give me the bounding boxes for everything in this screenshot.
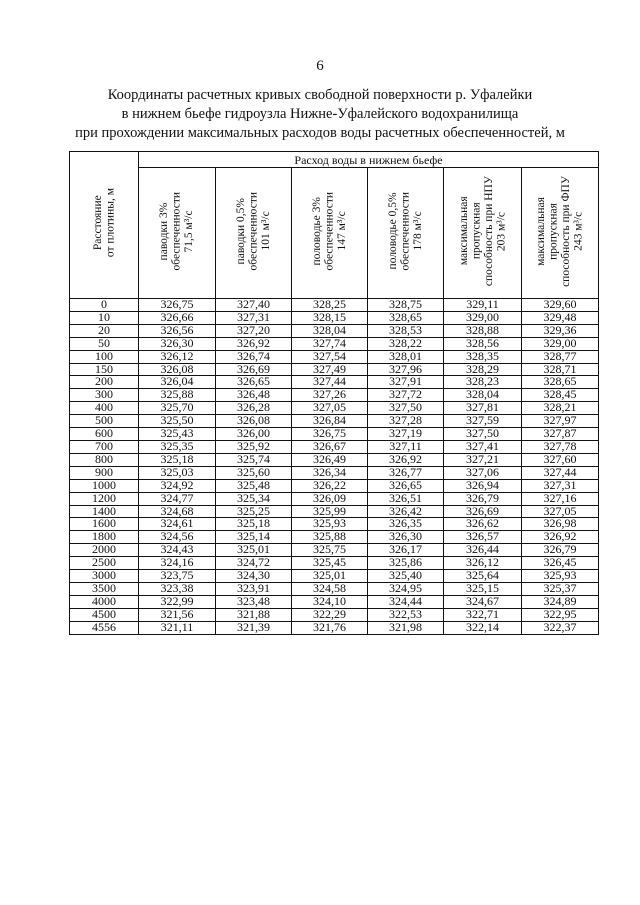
elevation-cell: 326,22 [292,479,368,492]
elevation-cell: 326,69 [216,363,292,376]
column-header-row [70,168,599,299]
elevation-cell: 323,75 [139,570,216,583]
elevation-cell: 325,88 [139,389,216,402]
elevation-cell: 325,64 [444,570,522,583]
column-header-2 [216,168,292,299]
elevation-cell: 326,04 [139,376,216,389]
elevation-cell: 326,12 [444,557,522,570]
elevation-cell: 327,31 [216,311,292,324]
elevation-cell: 328,65 [368,311,444,324]
distance-cell: 600 [70,428,139,441]
distance-cell: 1400 [70,505,139,518]
distance-cell: 800 [70,453,139,466]
elevation-cell: 324,43 [139,544,216,557]
elevation-cell: 326,08 [216,415,292,428]
elevation-cell: 324,61 [139,518,216,531]
elevation-cell: 321,76 [292,621,368,634]
elevation-cell: 325,99 [292,505,368,518]
distance-cell: 300 [70,389,139,402]
discharge-group-header: Расход воды в нижнем бьефе [139,152,599,168]
elevation-cell: 322,95 [522,608,599,621]
elevation-cell: 326,09 [292,492,368,505]
elevation-cell: 326,75 [139,299,216,312]
distance-cell: 150 [70,363,139,376]
elevation-cell: 328,88 [444,324,522,337]
elevation-cell: 326,69 [444,505,522,518]
column-header-5 [444,168,522,299]
elevation-cell: 323,48 [216,595,292,608]
column-header-line: обеспеченности [247,191,260,271]
elevation-cell: 327,49 [292,363,368,376]
elevation-cell: 324,68 [139,505,216,518]
elevation-cell: 328,35 [444,350,522,363]
distance-cell: 1800 [70,531,139,544]
column-header-line: способность при ФПУ [560,175,572,287]
elevation-cell: 324,56 [139,531,216,544]
elevation-cell: 322,29 [292,608,368,621]
elevation-cell: 327,87 [522,428,599,441]
elevation-cell: 328,23 [444,376,522,389]
distance-cell: 500 [70,415,139,428]
elevation-cell: 327,16 [522,492,599,505]
elevation-cell: 325,74 [216,453,292,466]
water-surface-table [69,151,599,635]
elevation-cell: 324,10 [292,595,368,608]
distance-cell: 2000 [70,544,139,557]
elevation-cell: 324,30 [216,570,292,583]
elevation-cell: 328,04 [444,389,522,402]
distance-header [70,152,139,299]
elevation-cell: 328,77 [522,350,599,363]
title-line-2: в нижнем бьефе гидроузла Нижне-Уфалейского водохранилища [121,106,519,122]
elevation-cell: 325,93 [522,570,599,583]
elevation-cell: 327,28 [368,415,444,428]
column-header-line: способность при НПУ [482,175,495,287]
distance-cell: 20 [70,324,139,337]
elevation-cell: 328,22 [368,337,444,350]
distance-cell: 200 [70,376,139,389]
column-header-line: 71,5 м³/с [183,209,196,253]
elevation-cell: 326,34 [292,466,368,479]
elevation-cell: 326,77 [368,466,444,479]
elevation-cell: 328,04 [292,324,368,337]
elevation-cell: 328,53 [368,324,444,337]
elevation-cell: 326,74 [216,350,292,363]
elevation-cell: 327,26 [292,389,368,402]
column-header-line: обеспеченности [170,191,183,271]
elevation-cell: 324,67 [444,595,522,608]
elevation-cell: 326,42 [368,505,444,518]
elevation-cell: 322,99 [139,595,216,608]
elevation-cell: 327,97 [522,415,599,428]
elevation-cell: 326,57 [444,531,522,544]
elevation-cell: 326,84 [292,415,368,428]
elevation-cell: 326,94 [444,479,522,492]
elevation-cell: 329,48 [522,311,599,324]
distance-cell: 400 [70,402,139,415]
column-header-line: 203 м³/с [495,211,507,251]
column-header-line: обеспеченности [399,191,412,271]
elevation-cell: 321,11 [139,621,216,634]
elevation-cell: 327,40 [216,299,292,312]
elevation-cell: 325,70 [139,402,216,415]
elevation-cell: 328,29 [444,363,522,376]
elevation-cell: 328,25 [292,299,368,312]
table-header [70,152,599,299]
elevation-cell: 325,14 [216,531,292,544]
elevation-cell: 321,56 [139,608,216,621]
title-line-1: Координаты расчетных кривых свободной поверхности р. Уфалейки [107,87,533,103]
column-header-line: 101 м³/с [259,211,272,251]
elevation-cell: 326,66 [139,311,216,324]
distance-cell: 100 [70,350,139,363]
elevation-cell: 325,18 [216,518,292,531]
distance-header-line-2: от плотины, м [104,188,116,258]
distance-cell: 4500 [70,608,139,621]
column-header-line: паводки 0,5% [234,197,247,265]
column-header-4 [368,168,444,299]
elevation-cell: 327,19 [368,428,444,441]
elevation-cell: 325,01 [292,570,368,583]
elevation-cell: 327,11 [368,440,444,453]
distance-cell: 1600 [70,518,139,531]
elevation-cell: 325,43 [139,428,216,441]
elevation-cell: 329,00 [444,311,522,324]
elevation-cell: 327,54 [292,350,368,363]
distance-cell: 1200 [70,492,139,505]
elevation-cell: 324,77 [139,492,216,505]
column-header-line: паводки 3% [158,202,171,260]
elevation-cell: 326,00 [216,428,292,441]
elevation-cell: 327,91 [368,376,444,389]
column-header-line: пропускная [470,202,482,260]
table-row [70,621,599,634]
elevation-cell: 322,37 [522,621,599,634]
elevation-cell: 326,30 [139,337,216,350]
column-header-line: половодье 3% [310,196,323,266]
elevation-cell: 327,81 [444,402,522,415]
distance-cell: 900 [70,466,139,479]
elevation-cell: 327,05 [522,505,599,518]
elevation-cell: 326,48 [216,389,292,402]
elevation-cell: 327,74 [292,337,368,350]
distance-cell: 10 [70,311,139,324]
elevation-cell: 325,18 [139,453,216,466]
elevation-cell: 322,71 [444,608,522,621]
distance-cell: 3000 [70,570,139,583]
elevation-cell: 321,98 [368,621,444,634]
elevation-cell: 324,72 [216,557,292,570]
elevation-cell: 324,89 [522,595,599,608]
column-header-line: 147 м³/с [335,211,348,251]
title-line-3: при прохождении максимальных расходов воды расчетных обеспеченностей, м [75,125,565,141]
elevation-cell: 326,08 [139,363,216,376]
distance-cell: 50 [70,337,139,350]
elevation-cell: 323,91 [216,582,292,595]
elevation-cell: 324,95 [368,582,444,595]
elevation-cell: 326,65 [368,479,444,492]
elevation-cell: 325,45 [292,557,368,570]
elevation-cell: 325,75 [292,544,368,557]
distance-cell: 2500 [70,557,139,570]
distance-cell: 0 [70,299,139,312]
elevation-cell: 326,79 [522,544,599,557]
elevation-cell: 327,44 [522,466,599,479]
elevation-cell: 327,59 [444,415,522,428]
elevation-cell: 327,44 [292,376,368,389]
elevation-cell: 326,79 [444,492,522,505]
column-header-line: 243 м³/с [572,211,585,251]
elevation-cell: 325,60 [216,466,292,479]
elevation-cell: 328,56 [444,337,522,350]
elevation-cell: 325,40 [368,570,444,583]
elevation-cell: 327,72 [368,389,444,402]
elevation-cell: 327,50 [368,402,444,415]
elevation-cell: 326,65 [216,376,292,389]
distance-cell: 4556 [70,621,139,634]
elevation-cell: 321,88 [216,608,292,621]
column-header-line: половодье 0,5% [386,192,399,270]
elevation-cell: 326,75 [292,428,368,441]
elevation-cell: 326,67 [292,440,368,453]
elevation-cell: 329,11 [444,299,522,312]
elevation-cell: 326,56 [139,324,216,337]
elevation-cell: 323,38 [139,582,216,595]
elevation-cell: 328,71 [522,363,599,376]
elevation-cell: 327,60 [522,453,599,466]
elevation-cell: 325,92 [216,440,292,453]
elevation-cell: 322,14 [444,621,522,634]
elevation-cell: 327,31 [522,479,599,492]
elevation-cell: 325,25 [216,505,292,518]
distance-cell: 700 [70,440,139,453]
elevation-cell: 325,50 [139,415,216,428]
column-header-line: пропускная [547,202,560,260]
column-header-1 [139,168,216,299]
elevation-cell: 327,06 [444,466,522,479]
elevation-cell: 327,50 [444,428,522,441]
elevation-cell: 326,92 [522,531,599,544]
document-title [40,86,600,143]
elevation-cell: 326,49 [292,453,368,466]
elevation-cell: 326,30 [368,531,444,544]
table-body [70,299,599,635]
elevation-cell: 325,37 [522,582,599,595]
elevation-cell: 327,20 [216,324,292,337]
elevation-cell: 327,41 [444,440,522,453]
elevation-cell: 329,00 [522,337,599,350]
elevation-cell: 326,28 [216,402,292,415]
distance-cell: 1000 [70,479,139,492]
elevation-cell: 326,12 [139,350,216,363]
elevation-cell: 328,75 [368,299,444,312]
elevation-cell: 328,01 [368,350,444,363]
column-header-line: 178 м³/с [411,211,424,251]
elevation-cell: 326,51 [368,492,444,505]
elevation-cell: 324,58 [292,582,368,595]
distance-header-line-1: Расстояние [91,195,104,251]
column-header-6 [522,168,599,299]
elevation-cell: 325,03 [139,466,216,479]
elevation-cell: 326,92 [368,453,444,466]
elevation-cell: 325,01 [216,544,292,557]
elevation-cell: 327,96 [368,363,444,376]
distance-cell: 3500 [70,582,139,595]
elevation-cell: 326,44 [444,544,522,557]
elevation-cell: 325,35 [139,440,216,453]
elevation-cell: 322,53 [368,608,444,621]
elevation-cell: 324,92 [139,479,216,492]
elevation-cell: 327,21 [444,453,522,466]
elevation-cell: 324,44 [368,595,444,608]
elevation-cell: 328,15 [292,311,368,324]
elevation-cell: 325,34 [216,492,292,505]
column-header-line: обеспеченности [323,191,336,271]
column-header-line: максимальная [457,196,470,266]
page-number: 6 [316,58,324,74]
elevation-cell: 326,92 [216,337,292,350]
elevation-cell: 326,17 [368,544,444,557]
elevation-cell: 327,05 [292,402,368,415]
elevation-cell: 326,35 [368,518,444,531]
column-header-line: максимальная [535,196,547,266]
elevation-cell: 329,60 [522,299,599,312]
distance-cell: 4000 [70,595,139,608]
elevation-cell: 329,36 [522,324,599,337]
elevation-cell: 328,65 [522,376,599,389]
elevation-cell: 321,39 [216,621,292,634]
elevation-cell: 325,48 [216,479,292,492]
elevation-cell: 324,16 [139,557,216,570]
elevation-cell: 326,62 [444,518,522,531]
elevation-cell: 325,88 [292,531,368,544]
elevation-cell: 326,45 [522,557,599,570]
elevation-cell: 326,98 [522,518,599,531]
elevation-cell: 328,45 [522,389,599,402]
elevation-cell: 327,78 [522,440,599,453]
elevation-cell: 325,15 [444,582,522,595]
elevation-cell: 325,93 [292,518,368,531]
elevation-cell: 325,86 [368,557,444,570]
elevation-cell: 328,21 [522,402,599,415]
column-header-3 [292,168,368,299]
